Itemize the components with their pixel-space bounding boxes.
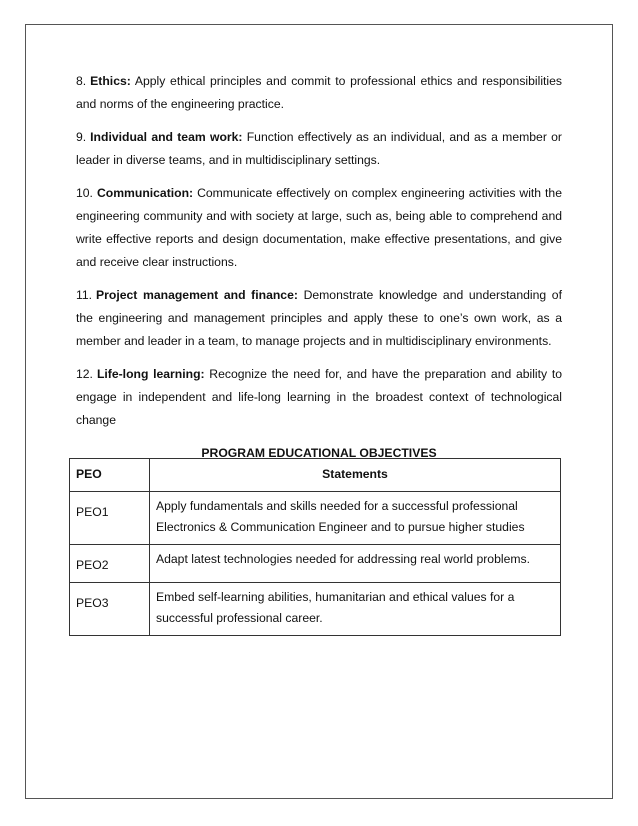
peo-id-cell: PEO1 [70, 492, 150, 545]
outcome-communication [76, 182, 562, 274]
outcome-term: Individual and team work: [90, 130, 243, 144]
outcome-ethics [76, 70, 562, 116]
outcome-team-work [76, 126, 562, 172]
outcome-project-management [76, 284, 562, 353]
outcome-term: Ethics: [90, 74, 131, 88]
outcome-number: 12. [76, 367, 93, 381]
peo-table [69, 458, 561, 636]
section-title: PROGRAM EDUCATIONAL OBJECTIVES [201, 446, 437, 460]
outcome-text: Function effectively as an individual, and as a member or leader in diverse teams, and in multidisciplinary settings. [76, 130, 562, 167]
outcome-number: 8. [76, 74, 87, 88]
column-header-statements: Statements [150, 459, 561, 492]
outcome-number: 10. [76, 186, 93, 200]
peo-statement-cell: Embed self-learning abilities, humanitarian and ethical values for a successful professional career. [150, 583, 561, 636]
table-row [70, 583, 561, 636]
outcome-text: Apply ethical principles and commit to professional ethics and responsibilities and norms of the engineering practice. [76, 74, 563, 111]
outcome-number: 11. [76, 288, 93, 302]
peo-statement-cell: Apply fundamentals and skills needed for a successful professional Electronics & Communication Engineer and to pursue higher studies [150, 492, 561, 545]
peo-statement-cell: Adapt latest technologies needed for addressing real world problems. [150, 545, 561, 583]
peo-id-cell: PEO2 [70, 545, 150, 583]
outcome-term: Project management and finance: [96, 288, 298, 302]
outcome-term: Communication: [96, 186, 194, 200]
outcome-term: Life-long learning: [96, 367, 205, 381]
outcome-text: Communicate effectively on complex engineering activities with the engineering community and with society at large, such as, being able to comprehend and write effective reports and design documentation, make effective presentations, and give and receive clear instructions. [76, 186, 562, 269]
outcome-number: 9. [76, 130, 87, 144]
document-body [76, 70, 562, 465]
table-row [70, 492, 561, 545]
peo-id-cell: PEO3 [70, 583, 150, 636]
table-row [70, 545, 561, 583]
outcome-text: Recognize the need for, and have the preparation and ability to engage in independent and life-long learning in the broadest context of technological change [76, 367, 562, 427]
table-header-row [70, 459, 561, 492]
outcome-text: Demonstrate knowledge and understanding of the engineering and management principles and apply these to one’s own work, as a member and leader in a team, to manage projects and in multidisciplinary environments. [76, 288, 562, 348]
column-header-peo: PEO [70, 459, 150, 492]
outcome-life-long-learning [76, 363, 562, 432]
